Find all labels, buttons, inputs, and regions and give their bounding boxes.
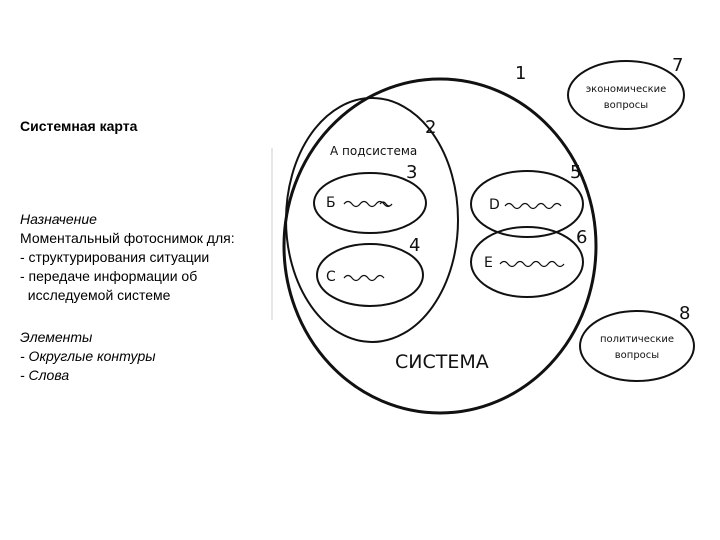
political-issues-label: политические <box>599 334 675 345</box>
elements-line: - Слова <box>20 367 70 383</box>
purpose-heading: Назначение <box>20 211 97 227</box>
economic-issues-label: экономические <box>585 84 667 95</box>
purpose-line: исследуемой системе <box>20 287 171 303</box>
number-label: 7 <box>672 55 684 76</box>
subsystem-label: А подсистема <box>330 144 418 158</box>
number-label: 3 <box>406 162 418 183</box>
purpose-line: - структурирования ситуации <box>20 249 210 265</box>
elements-line: - Округлые контуры <box>20 348 156 364</box>
node-b-label: Б <box>326 195 336 211</box>
number-label: 8 <box>679 303 691 324</box>
number-label: 2 <box>425 117 437 138</box>
elements-heading: Элементы <box>20 329 93 345</box>
node-e-label: Е <box>484 255 493 271</box>
economic-issues-ellipse <box>568 61 684 129</box>
node-d-scribble <box>505 204 561 209</box>
slide-title: Системная карта <box>20 118 138 134</box>
system-label: СИСТЕМА <box>395 351 489 373</box>
number-label: 4 <box>409 235 421 256</box>
node-c-scribble <box>344 276 384 281</box>
number-label: 5 <box>570 162 582 183</box>
political-issues-label: вопросы <box>614 350 660 361</box>
purpose-line: - передаче информации об <box>20 268 198 284</box>
node-b-scribble <box>344 202 392 207</box>
node-e-scribble <box>500 262 564 267</box>
economic-issues-label: вопросы <box>603 100 649 111</box>
number-label: 6 <box>576 227 588 248</box>
number-label: 1 <box>515 63 527 84</box>
political-issues-ellipse <box>580 311 694 381</box>
node-c-label: С <box>326 269 336 285</box>
purpose-line: Моментальный фотоснимок для: <box>20 230 235 246</box>
node-d-label: D <box>489 197 500 213</box>
